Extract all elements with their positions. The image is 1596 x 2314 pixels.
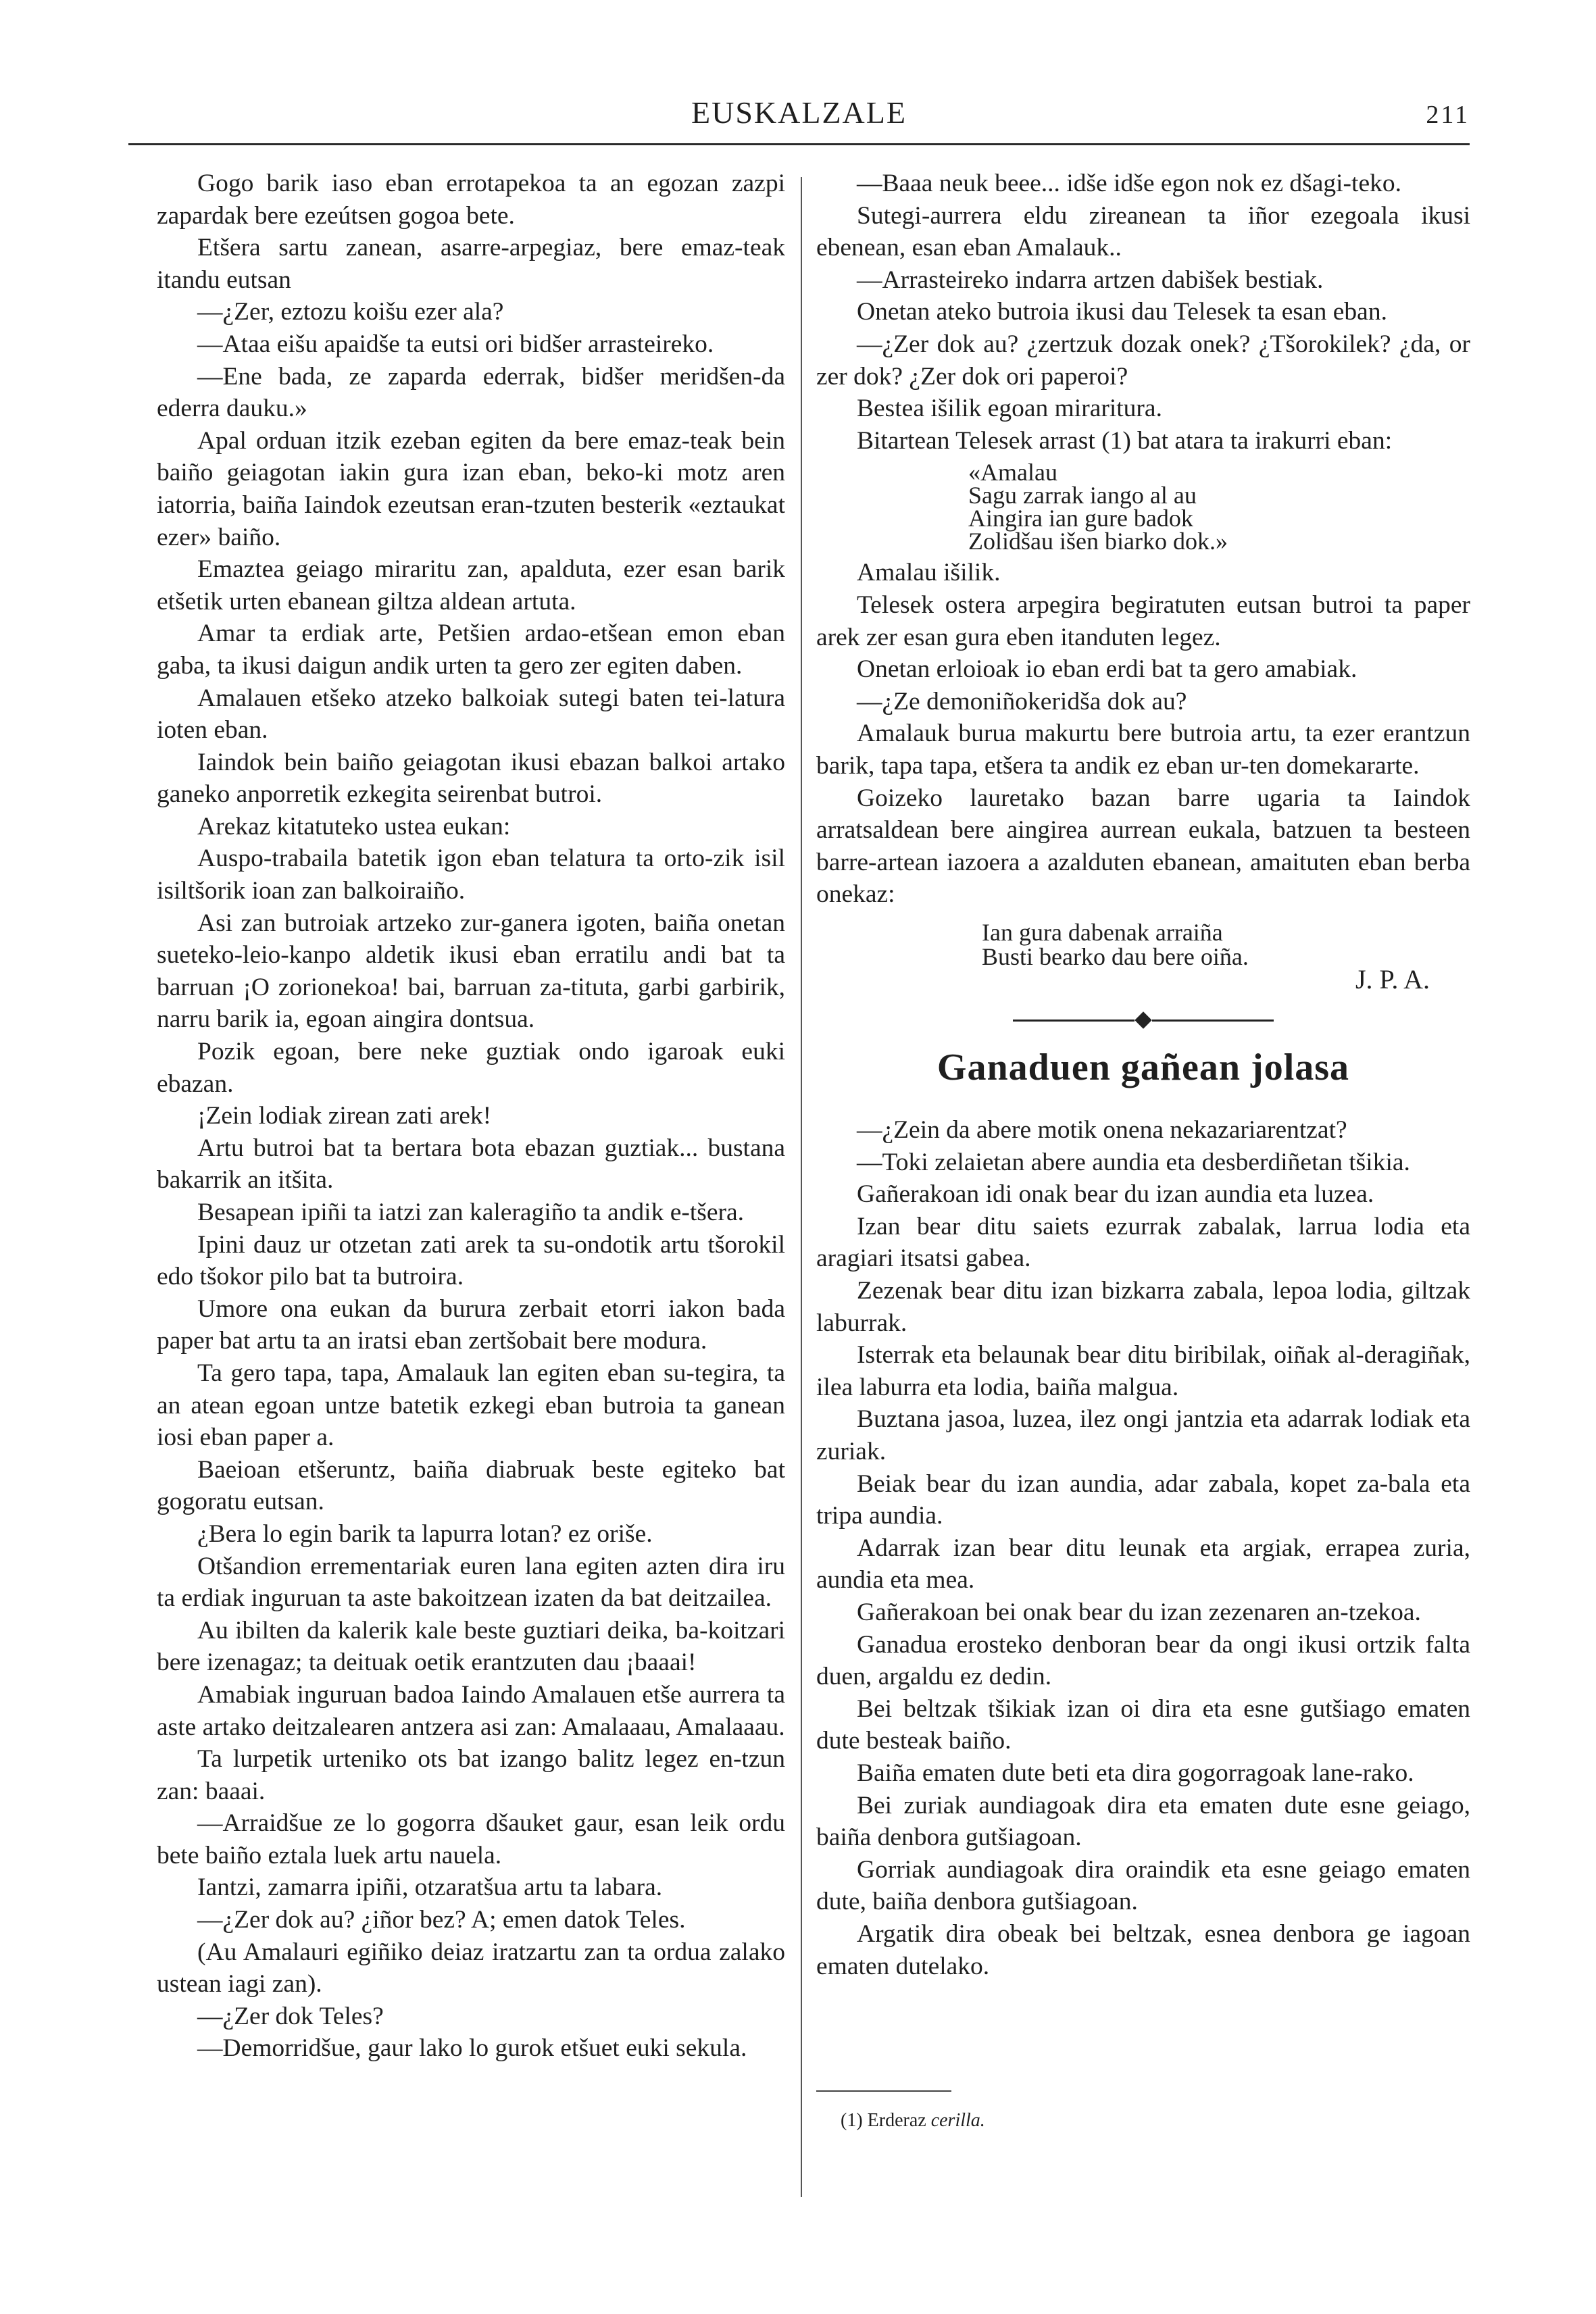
column-divider	[801, 177, 802, 2197]
paragraph: Au ibilten da kalerik kale beste guztiari deika, ba-koitzari bere izenagaz; ta deituak oetik erantzuten dau ¡baaai!	[157, 1616, 785, 1677]
paragraph: —Demorridšue, gaur lako lo gurok etšuet euki sekula.	[197, 2034, 747, 2063]
left-column	[157, 168, 785, 2065]
paragraph: Arekaz kitatuteko ustea eukan:	[197, 812, 511, 840]
paragraph: —¿Zer dok au? ¿zertzuk dozak onek? ¿Tšorokilek? ¿da, or zer dok? ¿Zer dok ori paperoi?	[816, 330, 1470, 391]
footnote-italic: cerilla.	[930, 2110, 985, 2132]
footnote-marker: (1)	[841, 2110, 863, 2132]
verse-line: Aingira ian gure badok	[968, 505, 1193, 532]
right-column	[816, 168, 1470, 2132]
paragraph: Asi zan butroiak artzeko zur-ganera igoten, baiña onetan sueteko-leio-kanpo aldetik ikusi eban erratilu andi bat ta barruan ¡O zorionekoa! bai, barruan za-tituta, garbi garbirik, narru barik ia, egoan aingira dontsua.	[157, 909, 785, 1034]
paragraph: Gañerakoan bei onak bear du izan zezenaren an-tzekoa.	[857, 1598, 1421, 1626]
section-ornament	[816, 1014, 1470, 1026]
paragraph: —¿Zer dok Teles?	[197, 2002, 384, 2030]
paragraph: Bei beltzak tšikiak izan oi dira eta esne gutšiago ematen dute besteak baiño.	[816, 1694, 1470, 1755]
paragraph: —Ataa eišu apaidše ta eutsi ori bidšer arrasteireko.	[197, 330, 714, 358]
closing-verse	[816, 920, 1470, 969]
paragraph: Sutegi-aurrera eldu zireanean ta iñor ezegoala ikusi ebenean, esan eban Amalauk..	[816, 201, 1470, 262]
paragraph: Zezenak bear ditu izan bizkarra zabala, lepoa lodia, giltzak laburrak.	[816, 1277, 1470, 1337]
paragraph: Emaztea geiago miraritu zan, apalduta, ezer esan barik etšetik urten ebanean giltza aldean artuta.	[157, 555, 785, 615]
verse-line: Busti bearko dau bere oiña.	[982, 942, 1249, 970]
paragraph: Onetan erloioak io eban erdi bat ta gero amabiak.	[857, 655, 1357, 684]
page-header	[128, 95, 1470, 142]
note-verse	[816, 461, 1470, 553]
article-body	[816, 1114, 1470, 1982]
ornament-diamond	[1134, 1012, 1151, 1029]
paragraph: Onetan ateko butroia ikusi dau Telesek ta esan eban.	[857, 298, 1387, 326]
ornament-line-right	[1152, 1020, 1274, 1022]
paragraph: Buztana jasoa, luzea, ilez ongi jantzia eta adarrak lodiak eta zuriak.	[816, 1405, 1470, 1465]
header-rule	[128, 143, 1470, 145]
paragraph: —Ene bada, ze zaparda ederrak, bidšer meridšen-da ederra dauku.»	[157, 362, 785, 423]
paragraph: Otšandion errementariak euren lana egiten azten dira iru ta erdiak inguruan ta aste bakoitzean izaten da bat deitzailea.	[157, 1552, 785, 1613]
paragraph: Iaindok bein baiño geiagotan ikusi ebazan balkoi artako ganeko anporretik ezkegita seirenbat butroi.	[157, 748, 785, 809]
verse-line: Sagu zarrak iango al au	[968, 482, 1197, 509]
paragraph: Amalauen etšeko atzeko balkoiak sutegi baten tei-latura ioten eban.	[157, 684, 785, 745]
paragraph: Isterrak eta belaunak bear ditu biribilak, oiñak al-deragiñak, ilea laburra eta lodia, baiña malgua.	[816, 1341, 1470, 1401]
paragraph: Amalauk burua makurtu bere butroia artu, ta ezer erantzun barik, tapa tapa, etšera ta andik ez eban ur-ten domekararte.	[816, 720, 1470, 780]
paragraph: Argatik dira obeak bei beltzak, esnea denbora ge iagoan ematen dutelako.	[816, 1919, 1470, 1980]
paragraph: Ganadua erosteko denboran bear da ongi ikusi ortzik falta duen, argaldu ez dedin.	[816, 1630, 1470, 1691]
paragraph: Gogo barik iaso eban errotapekoa ta an egozan zazpi zapardak bere ezeútsen gogoa bete.	[157, 170, 785, 230]
footnote	[816, 2109, 1470, 2132]
paragraph: Adarrak izan bear ditu leunak eta argiak, errapea zuria, aundia eta mea.	[816, 1534, 1470, 1594]
paragraph: Ta gero tapa, tapa, Amalauk lan egiten eban su-tegira, ta an atean egoan untze batetik ezkegi eban butroia ta ganean iosi eban paper a.	[157, 1359, 785, 1452]
paragraph: ¿Bera lo egin barik ta lapurra lotan? ez oriše.	[197, 1519, 653, 1548]
paragraph: Bestea išilik egoan miraritura.	[857, 395, 1162, 423]
paragraph: Izan bear ditu saiets ezurrak zabalak, larrua lodia eta aragiari itsatsi gabea.	[816, 1212, 1470, 1273]
paragraph: —¿Zer, eztozu koišu ezer ala?	[197, 298, 504, 326]
section-title: Ganaduen gañean jolasa	[937, 1047, 1350, 1089]
paragraph: Baiña ematen dute beti eta dira gogorragoak lane-rako.	[857, 1759, 1414, 1787]
paragraph: Pozik egoan, bere neke guztiak ondo igaroak euki ebazan.	[157, 1038, 785, 1098]
paragraph: —Toki zelaietan abere aundia eta desberdiñetan tšikia.	[857, 1148, 1410, 1176]
footnote-text: Erderaz	[867, 2110, 926, 2132]
paragraph: Telesek ostera arpegira begiratuten eutsan butroi ta paper arek zer esan gura eben itanduten legez.	[816, 590, 1470, 651]
paragraph: Umore ona eukan da burura zerbait etorri iakon bada paper bat artu ta an iratsi eban zertšobait bere modura.	[157, 1294, 785, 1355]
paragraph: Bitartean Telesek arrast (1) bat atara ta irakurri eban:	[857, 426, 1393, 455]
paragraph: ¡Zein lodiak zirean zati arek!	[197, 1102, 492, 1130]
paragraph: Ipini dauz ur otzetan zati arek ta su-ondotik artu tšorokil edo tšokor pilo bat ta butroira.	[157, 1230, 785, 1291]
verse-line: Zolidšau išen biarko dok.»	[968, 528, 1228, 555]
author-signature: J. P. A.	[1355, 963, 1430, 995]
paragraph: —Baaa neuk beee... idše idše egon nok ez dšagi-teko.	[857, 170, 1401, 197]
paragraph: Besapean ipiñi ta iatzi zan kaleragiño ta andik e-tšera.	[197, 1199, 745, 1226]
paragraph: —Arraidšue ze lo gogorra dšauket gaur, esan leik ordu bete baiño eztala luek artu nauela.	[157, 1809, 785, 1869]
footnote-rule	[816, 2090, 951, 2092]
paragraph: Baeioan etšeruntz, baiña diabruak beste egiteko bat gogoratu eutsan.	[157, 1455, 785, 1516]
paragraph: Amar ta erdiak arte, Petšien ardao-etšean emon eban gaba, ta ikusi daigun andik urten ta gero zer egiten daben.	[157, 620, 785, 680]
verse-line: Ian gura dabenak arraiña	[982, 918, 1223, 946]
paragraph: —¿Zein da abere motik onena nekazariarentzat?	[857, 1116, 1347, 1145]
paragraph: Apal orduan itzik ezeban egiten da bere emaz-teak bein baiño geiagotan iakin gura izan eban, beko-ki motz aren iatorria, baiña Iaindok ezeutsan eran-tzuten besterik «eztaukat ezer» baiño.	[157, 426, 785, 551]
paragraph: Auspo-trabaila batetik igon eban telatura ta orto-zik isil isiltšorik ioan zan balkoiraiño.	[157, 845, 785, 905]
paragraph: —Arrasteireko indarra artzen dabišek bestiak.	[857, 266, 1324, 294]
paragraph: Etšera sartu zanean, asarre-arpegiaz, bere emaz-teak itandu eutsan	[157, 234, 785, 294]
paragraph: (Au Amalauri egiñiko deiaz iratzartu zan ta ordua zalako ustean iagi zan).	[157, 1938, 785, 1998]
paragraph: —¿Zer dok au? ¿iñor bez? A; emen datok Teles.	[197, 1906, 686, 1934]
paragraph: Goizeko lauretako bazan barre ugaria ta Iaindok arratsaldean bere aingirea aurrean eukala, batzuen ta besteen barre-artean iazoera a azalduten ebanean, amaituten eban berba onekaz:	[816, 784, 1470, 909]
paragraph: Amabiak inguruan badoa Iaindo Amalauen etše aurrera ta aste artako deitzalearen antzera asi zan: Amalaaau, Amalaaau.	[157, 1680, 785, 1741]
page-number: 211	[1426, 101, 1470, 129]
paragraph: Gorriak aundiagoak dira oraindik eta esne geiago ematen dute, baiña denbora gutšiagoan.	[816, 1855, 1470, 1916]
paragraph: Gañerakoan idi onak bear du izan aundia eta luzea.	[857, 1180, 1374, 1209]
ornament-line-left	[1013, 1020, 1134, 1022]
paragraph: Iantzi, zamarra ipiñi, otzaratšua artu ta labara.	[197, 1873, 663, 1902]
paragraph: Amalau išilik.	[857, 559, 1001, 587]
paragraph: Artu butroi bat ta bertara bota ebazan guztiak... bustana bakarrik an itšita.	[157, 1134, 785, 1194]
paragraph: Bei zuriak aundiagoak dira eta ematen dute esne geiago, baiña denbora gutšiagoan.	[816, 1791, 1470, 1852]
journal-title: EUSKALZALE	[691, 95, 907, 130]
story-continuation	[816, 168, 1470, 457]
story-ending	[816, 557, 1470, 911]
paragraph: Beiak bear du izan aundia, adar zabala, kopet za-bala eta tripa aundia.	[816, 1469, 1470, 1530]
verse-line: «Amalau	[968, 459, 1057, 486]
paragraph: Ta lurpetik urteniko ots bat izango balitz legez en-tzun zan: baaai.	[157, 1745, 785, 1805]
paragraph: —¿Ze demoniñokeridša dok au?	[857, 687, 1187, 715]
